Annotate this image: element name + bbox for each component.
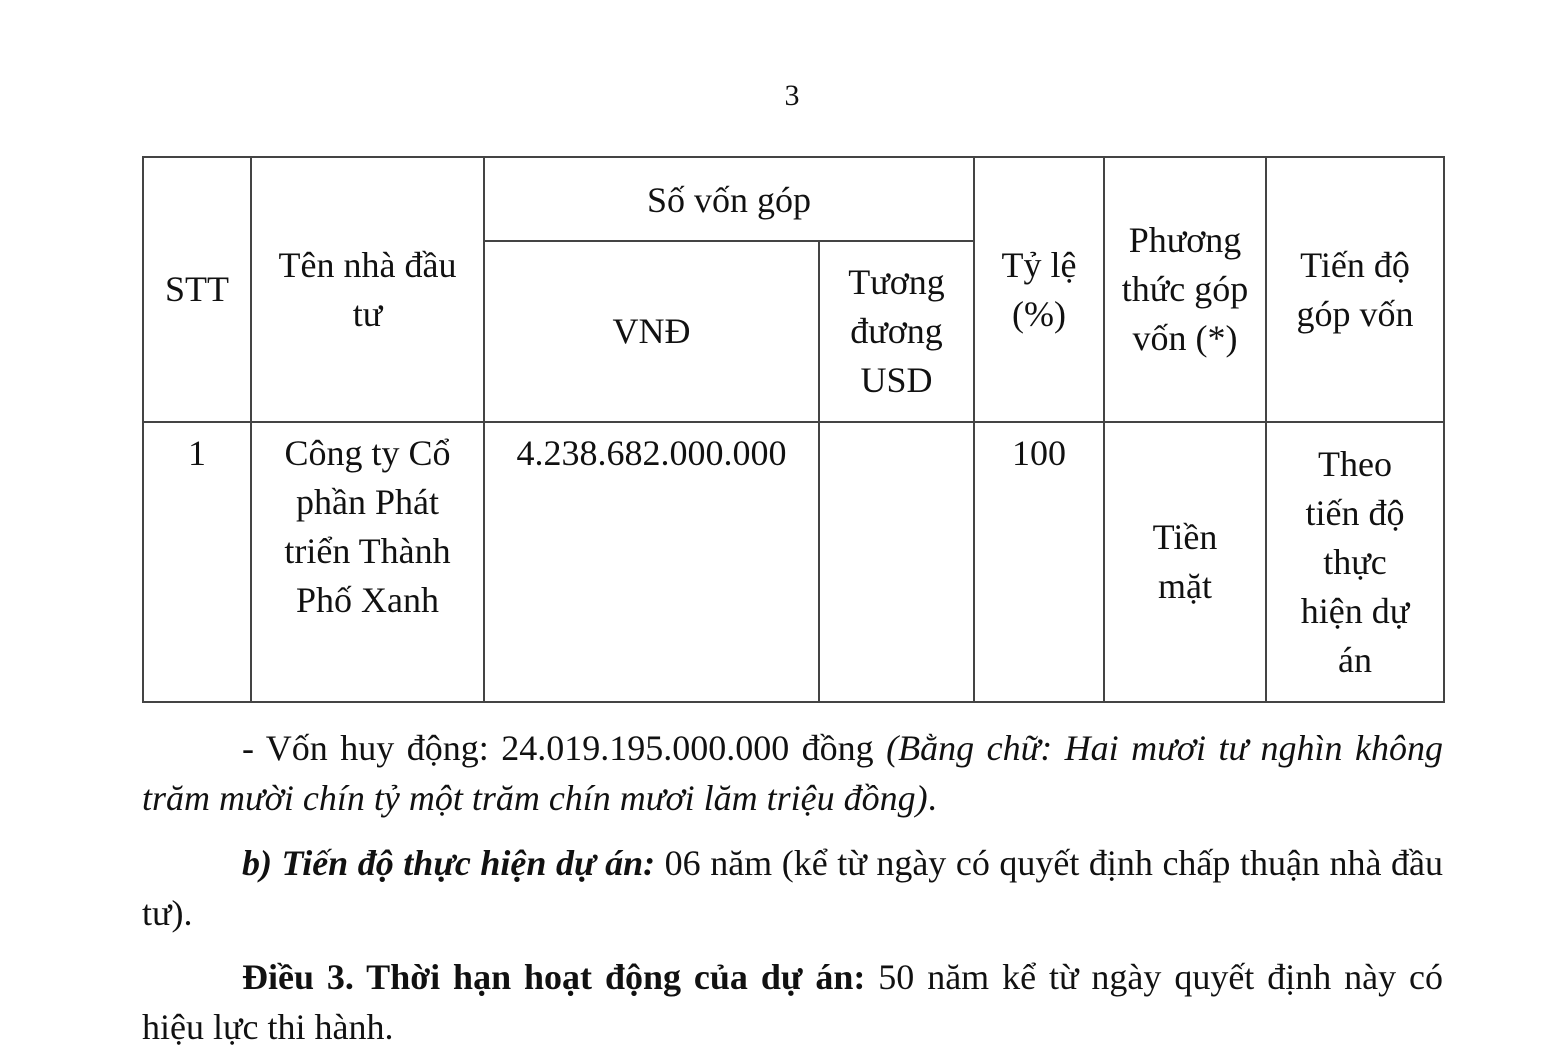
mobilized-capital-text: - Vốn huy động: 24.019.195.000.000 đồng (242, 728, 887, 768)
table-row (143, 422, 1444, 702)
article-3-label: Điều 3. Thời hạn hoạt động của dự án: (242, 957, 866, 997)
header-capital-group: Số vốn góp (484, 157, 974, 241)
capital-contribution-table (142, 156, 1445, 703)
progress-text: 06 năm (kể từ ngày có quyết định chấp thuận nhà đầu tư). (142, 843, 1443, 933)
header-investor-name: Tên nhà đầu tư (251, 157, 484, 422)
cell-ratio: 100 (974, 422, 1104, 702)
header-method: Phương thức góp vốn (*) (1104, 157, 1266, 422)
header-usd: Tương đương USD (819, 241, 974, 422)
cell-stt: 1 (143, 422, 251, 702)
cell-method: Tiền mặt (1104, 422, 1266, 702)
page-number: 3 (784, 79, 800, 112)
progress-paragraph (142, 838, 1443, 938)
mobilized-capital-paragraph (142, 723, 1443, 823)
header-vnd: VNĐ (484, 241, 819, 422)
cell-usd (819, 422, 974, 702)
article-3-text: 50 năm kể từ ngày quyết định này có hiệu lực thi hành. (142, 957, 1443, 1047)
cell-investor-name: Công ty Cổ phần Phát triển Thành Phố Xanh (251, 422, 484, 702)
cell-vnd: 4.238.682.000.000 (484, 422, 819, 702)
article-3-paragraph (142, 952, 1443, 1052)
mobilized-capital-in-words: (Bằng chữ: Hai mươi tư nghìn không trăm mười chín tỷ một trăm chín mươi lăm triệu đồng) (142, 728, 1444, 818)
table-header-row (143, 157, 1444, 241)
cell-schedule: Theo tiến độ thực hiện dự án (1266, 422, 1444, 702)
header-schedule: Tiến độ góp vốn (1266, 157, 1444, 422)
header-stt: STT (143, 157, 251, 422)
progress-label: b) Tiến độ thực hiện dự án: (242, 843, 656, 883)
header-ratio: Tỷ lệ (%) (974, 157, 1104, 422)
mobilized-capital-suffix: . (927, 778, 937, 818)
